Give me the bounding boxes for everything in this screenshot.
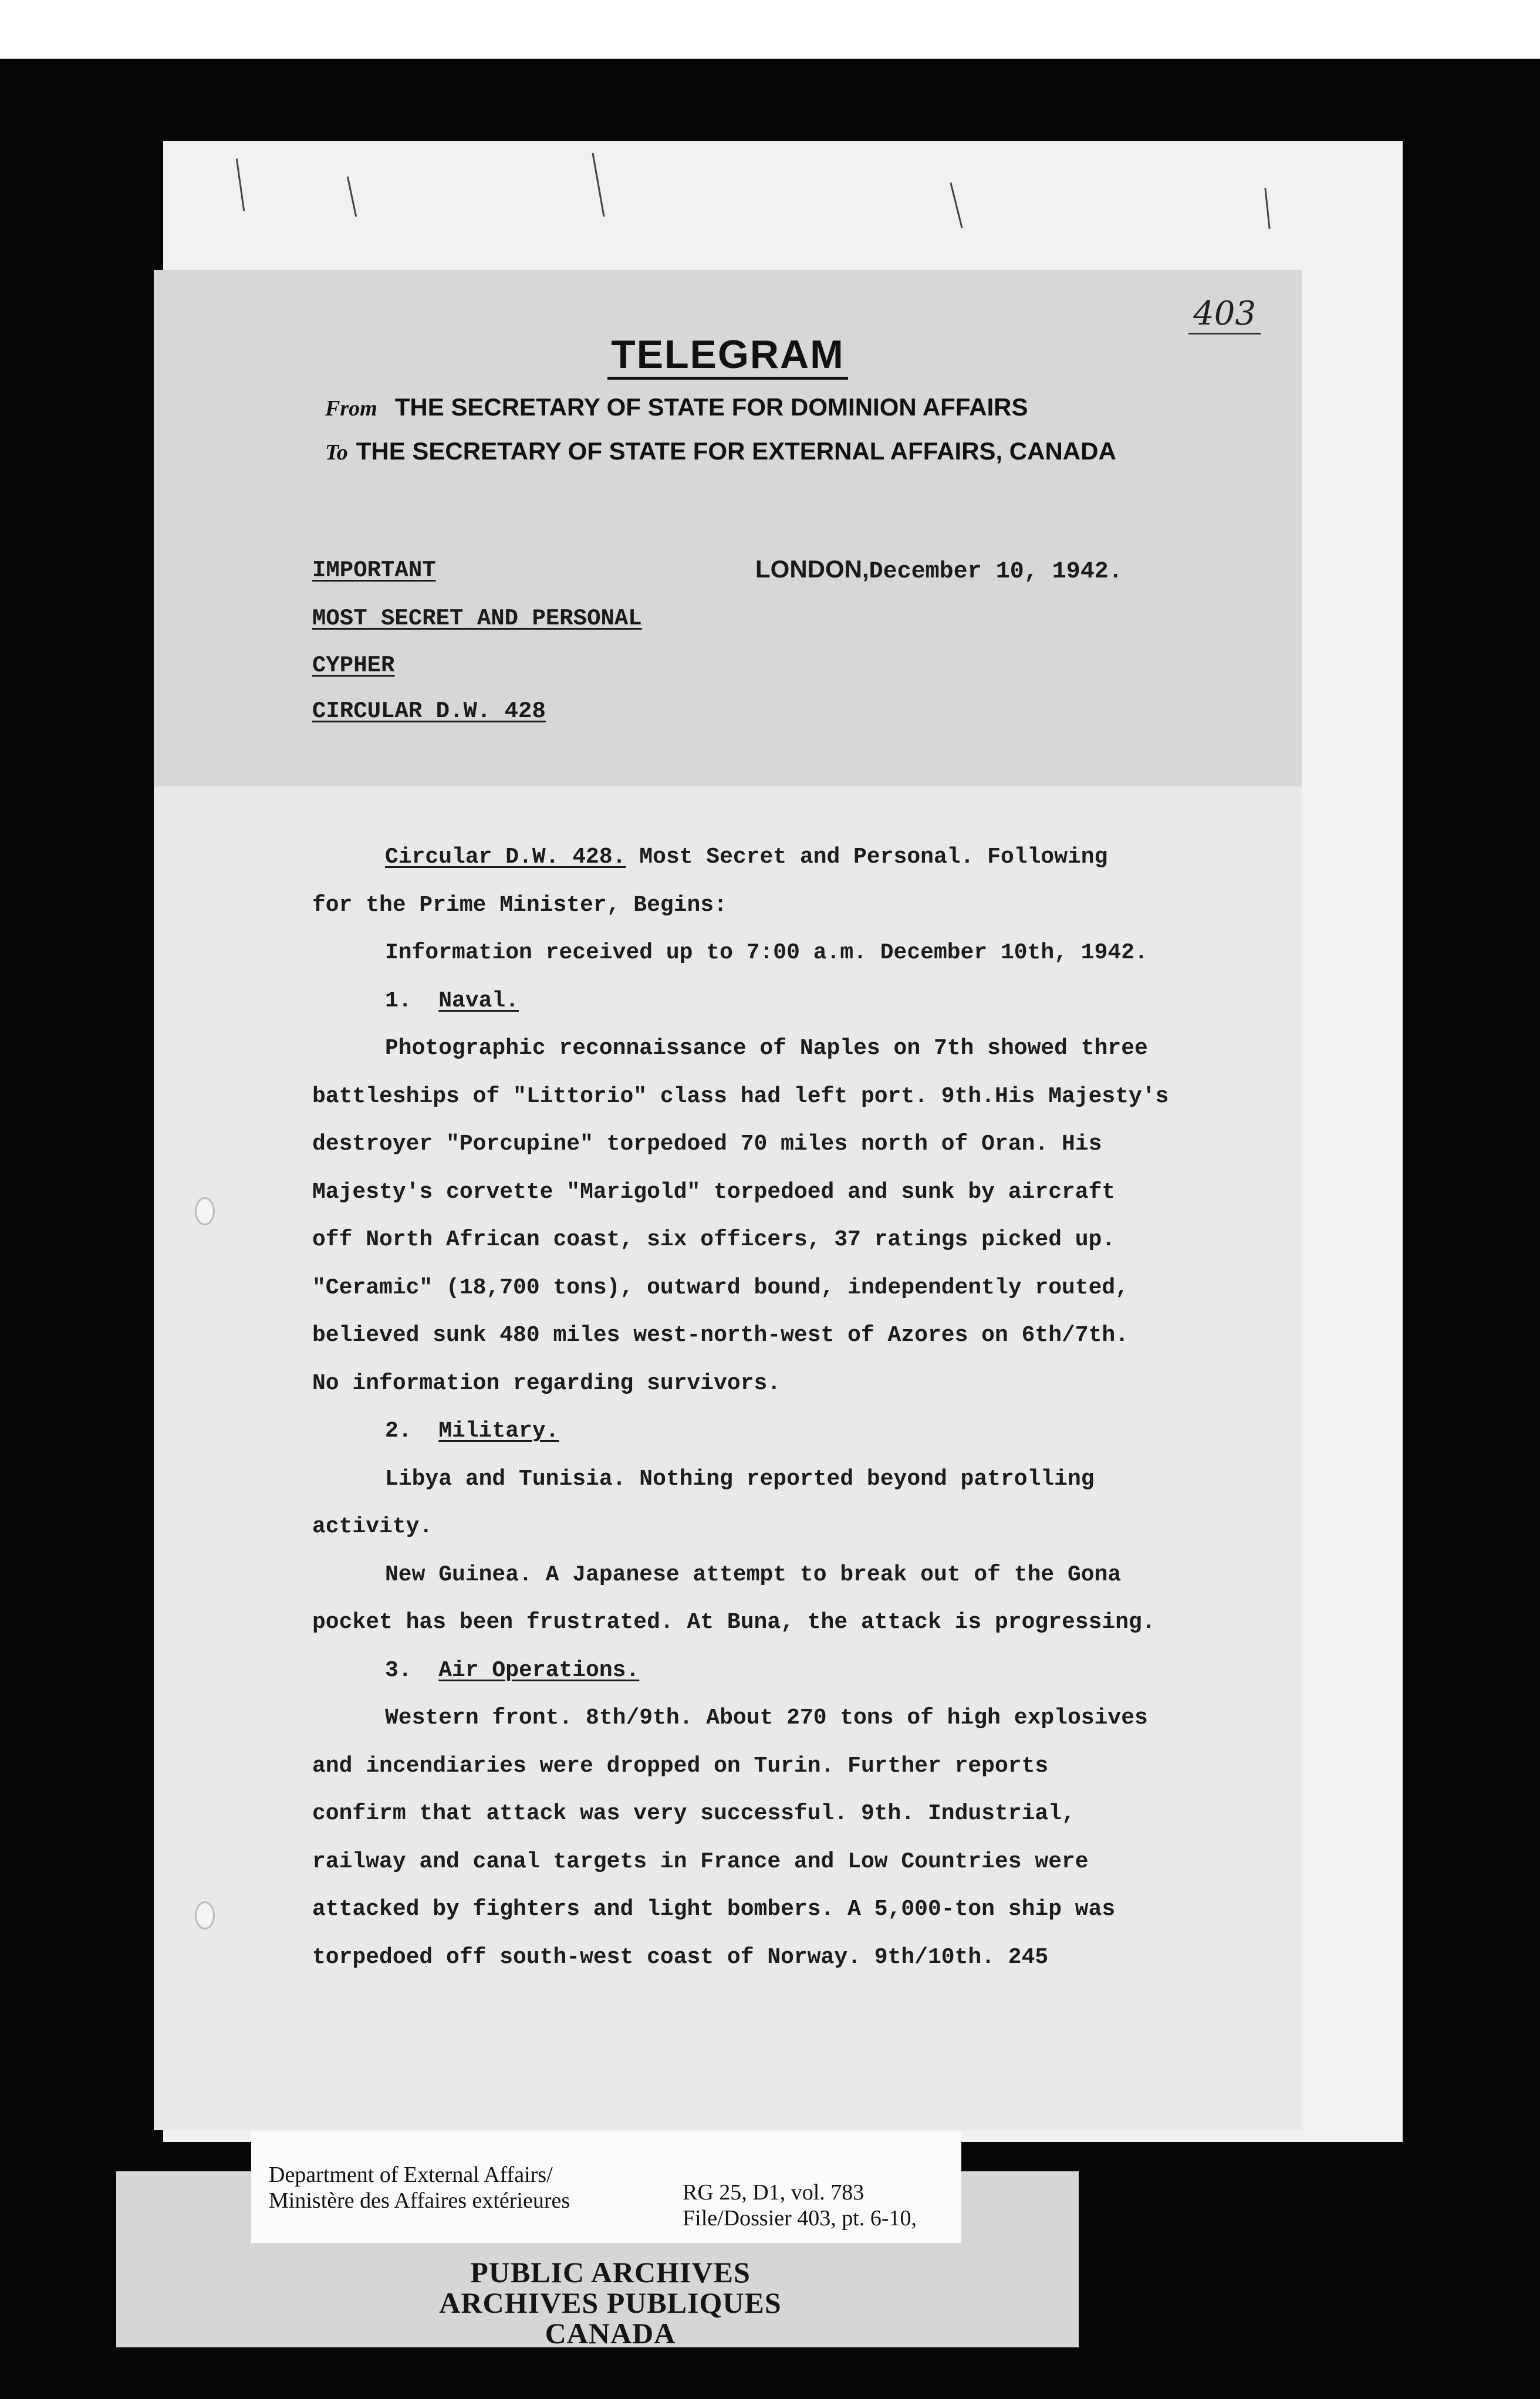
from-line [325,393,1028,421]
scratch-mark [236,158,245,211]
to-text: THE SECRETARY OF STATE FOR EXTERNAL AFFAIRS, CANADA [356,437,1116,465]
place-date [755,555,1123,585]
body-line: activity. [312,1514,433,1539]
document-title [154,332,1302,377]
intro-line [312,833,1240,881]
scratch-mark [1264,188,1270,229]
stamp-line-fr: ARCHIVES PUBLIQUES [439,2286,782,2319]
section-number: 3. [385,1657,412,1683]
record-group: RG 25, D1, vol. 783 [683,2180,864,2205]
telegram-page [154,270,1302,2130]
body-line: Libya and Tunisia. Nothing reported beyond patrolling [385,1466,1095,1492]
body-line: Western front. 8th/9th. About 270 tons of high explosives [385,1705,1148,1731]
department-en: Department of External Affairs/ [269,2163,553,2187]
classification-circular: CIRCULAR D.W. 428 [312,698,546,724]
from-text: THE SECRETARY OF STATE FOR DOMINION AFFAIRS [394,393,1028,421]
stamp-line-en: PUBLIC ARCHIVES [470,2256,751,2289]
page-number: 403 [1188,295,1261,334]
date: December 10, 1942. [869,559,1123,585]
stamp-line-country: CANADA [545,2317,676,2350]
scratch-mark [950,183,962,228]
file-dossier: File/Dossier 403, pt. 6-10, [683,2206,917,2231]
classification-important: IMPORTANT [312,557,436,583]
department-fr: Ministère des Affaires extérieures [269,2188,570,2213]
classification-cypher: CYPHER [312,653,395,678]
body-line: New Guinea. A Japanese attempt to break out of the Gona [385,1562,1122,1587]
to-line [325,437,1116,465]
classification-secret: MOST SECRET AND PERSONAL [312,606,642,631]
section-title: Air Operations. [438,1657,640,1683]
body-line: pocket has been frustrated. At Buna, the attack is progressing. [312,1610,1156,1635]
department-name [269,2162,570,2214]
from-label: From [325,396,377,421]
body-line: confirm that attack was very successful. 9th. Industrial, [312,1801,1075,1826]
body-line: battleships of "Littorio" class had left port. 9th.His Majesty's [312,1083,1169,1109]
place: LONDON, [755,555,869,583]
body-line: torpedoed off south-west coast of Norway. 9th/10th. 245 [312,1944,1049,1970]
intro-text: Most Secret and Personal. Following [626,844,1108,870]
body-line: attacked by fighters and light bombers. A 5,000-ton ship was [312,1897,1116,1922]
body-line: off North African coast, six officers, 37 ratings picked up. [312,1227,1116,1252]
body-line: Majesty's corvette "Marigold" torpedoed and sunk by aircraft [312,1179,1116,1205]
section-heading-military [312,1407,1240,1455]
section-heading-naval [312,977,1240,1025]
to-label: To [325,440,348,465]
section-number: 1. [385,988,412,1013]
scratch-mark [347,176,357,217]
public-archives-stamp [317,2257,904,2349]
scratch-mark [592,153,604,217]
section-heading-air [312,1647,1240,1695]
intro-line-2: for the Prime Minister, Begins: [312,892,727,918]
archive-reference-label [251,2131,961,2243]
punch-hole [195,1901,215,1930]
body-line: believed sunk 480 miles west-north-west of Azores on 6th/7th. [312,1323,1129,1348]
body-line: and incendiaries were dropped on Turin. Further reports [312,1753,1049,1779]
body-line: "Ceramic" (18,700 tons), outward bound, independently routed, [312,1275,1129,1300]
punch-hole [195,1197,215,1225]
file-reference [683,2180,917,2231]
section-title: Naval. [438,988,519,1013]
body-line: railway and canal targets in France and Low Countries were [312,1849,1089,1874]
info-line: Information received up to 7:00 a.m. December 10th, 1942. [385,940,1148,965]
circular-ref: Circular D.W. 428. [385,844,626,870]
body-line: Photographic reconnaissance of Naples on 7th showed three [385,1036,1148,1061]
section-number: 2. [385,1418,412,1444]
body-line: No information regarding survivors. [312,1370,781,1396]
section-title: Military. [438,1418,559,1444]
title-text: TELEGRAM [607,332,848,380]
body-line: destroyer "Porcupine" torpedoed 70 miles north of Oran. His [312,1131,1102,1157]
message-body [312,833,1240,1981]
